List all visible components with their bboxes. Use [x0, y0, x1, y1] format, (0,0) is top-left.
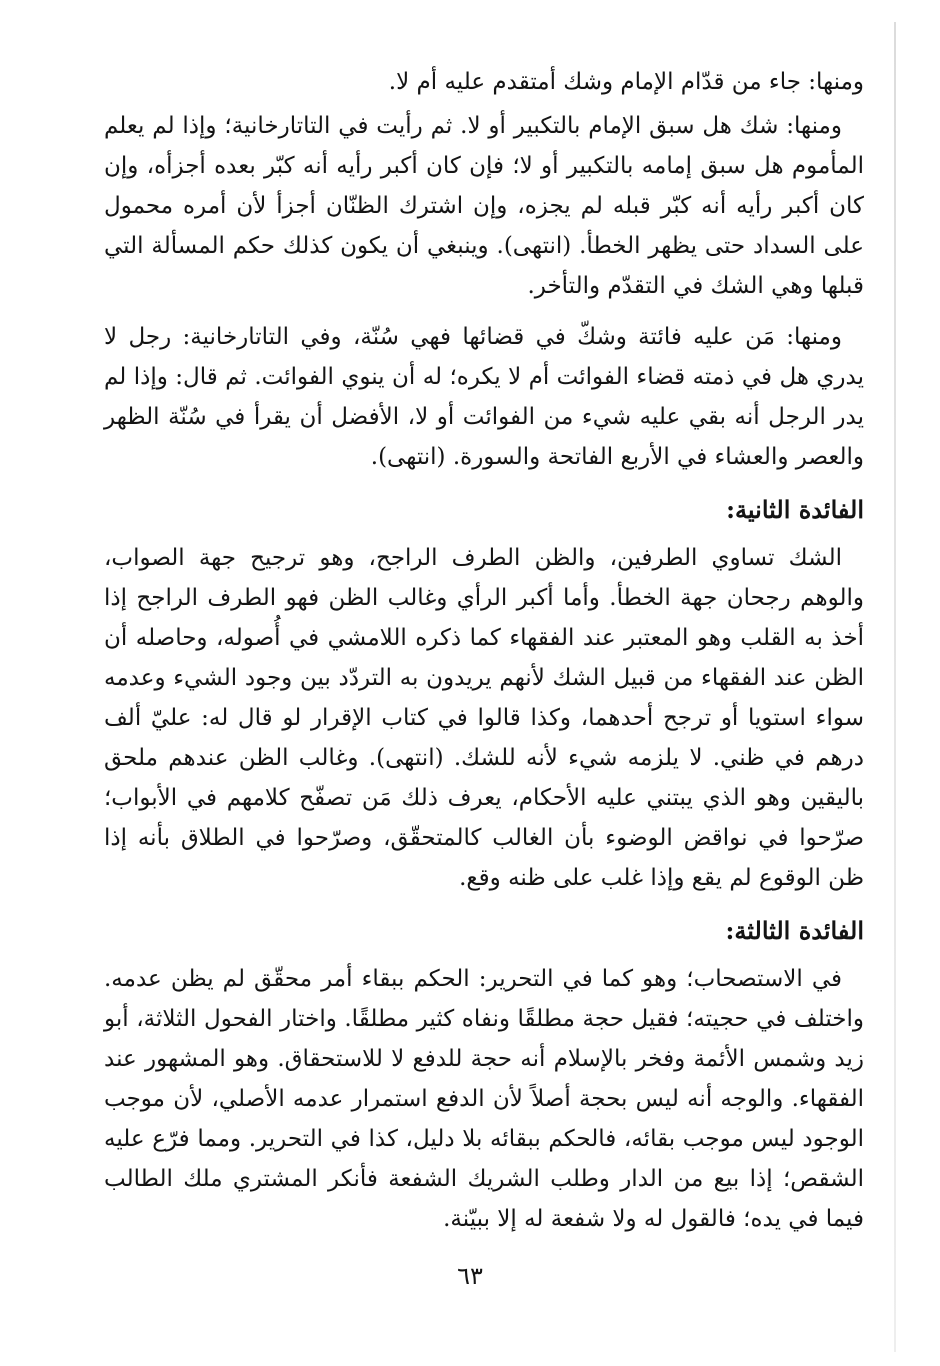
page-number: ٦٣: [457, 1262, 483, 1290]
page-body: [104, 62, 864, 1239]
paragraph-5: في الاستصحاب؛ وهو كما في التحرير: الحكم ببقاء أمر محقّق لم يظن عدمه. واختلف في حجيته؛ فقيل حجة مطلقًا ونفاه كثير مطلقًا. واختار الفحول الثلاثة، أبو زيد وشمس الأئمة وفخر بالإسلام أنه حجة للدفع لا للاستحقاق. وهو المشهور عند الفقهاء. والوجه أنه ليس بحجة أصلاً لأن الدفع استمرار عدمه الأصلي، لأن موجب الوجود ليس موجب بقائه، فالحكم ببقائه بلا دليل، كذا في التحرير. ومما فرّع عليه الشقص؛ إذا بيع من الدار وطلب الشريك الشفعة فأنكر المشتري ملك الطالب فيما في يده؛ فالقول له ولا شفعة له إلا ببيّنة.: [104, 966, 864, 1232]
paragraph-1: ومنها: جاء من قدّام الإمام وشك أمتقدم عليه أم لا.: [388, 69, 864, 95]
paragraph-2: ومنها: شك هل سبق الإمام بالتكبير أو لا. ثم رأيت في التاتارخانية؛ وإذا لم يعلم المأموم هل سبق إمامه بالتكبير أو لا؛ فإن كان أكبر رأيه أنه كبّر بعده أجزأه، وإن كان أكبر رأيه أنه كبّر قبله لم يجزه، وإن اشترك الظنّان أجزأ لأن أمره محمول على السداد حتى يظهر الخطأ. (انتهى). وينبغي أن يكون كذلك حكم المسألة التي قبلها وهي الشك في التقدّم والتأخر.: [104, 113, 864, 299]
paragraph-4: الشك تساوي الطرفين، والظن الطرف الراجح، وهو ترجيح جهة الصواب، والوهم رجحان جهة الخطأ. وأما أكبر الرأي وغالب الظن فهو الطرف الراجح إذا أخذ به القلب وهو المعتبر عند الفقهاء كما ذكره اللامشي في أُصوله، وحاصله أن الظن عند الفقهاء من قبيل الشك لأنهم يريدون به التردّد بين وجود الشيء وعدمه سواء استويا أو ترجح أحدهما، وكذا قالوا في كتاب الإقرار لو قال له: عليّ ألف درهم في ظني. لا يلزمه شيء لأنه للشك. (انتهى). وغالب الظن عندهم ملحق باليقين وهو الذي يبتني عليه الأحكام، يعرف ذلك مَن تصفّح كلامهم في الأبواب؛ صرّحوا في نواقض الوضوء بأن الغالب كالمتحقّق، وصرّحوا في الطلاق بأنه إذا ظن الوقوع لم يقع وإذا غلب على ظنه وقع.: [104, 545, 864, 891]
page-edge-shadow: [894, 22, 896, 1352]
paragraph-3: ومنها: مَن عليه فائتة وشكّ في قضائها فهي سُنّة، وفي التاتارخانية: رجل لا يدري هل في ذمته قضاء الفوائت أم لا يكره؛ له أن ينوي الفوائت. ثم قال: وإذا لم يدر الرجل أنه بقي عليه شيء من الفوائت أو لا، الأفضل أن يقرأ في سُنّة الظهر والعصر والعشاء في الأربع الفاتحة والسورة. (انتهى).: [104, 324, 864, 470]
section-heading-third: الفائدة الثالثة:: [725, 916, 864, 945]
section-heading-second: الفائدة الثانية:: [726, 495, 864, 524]
